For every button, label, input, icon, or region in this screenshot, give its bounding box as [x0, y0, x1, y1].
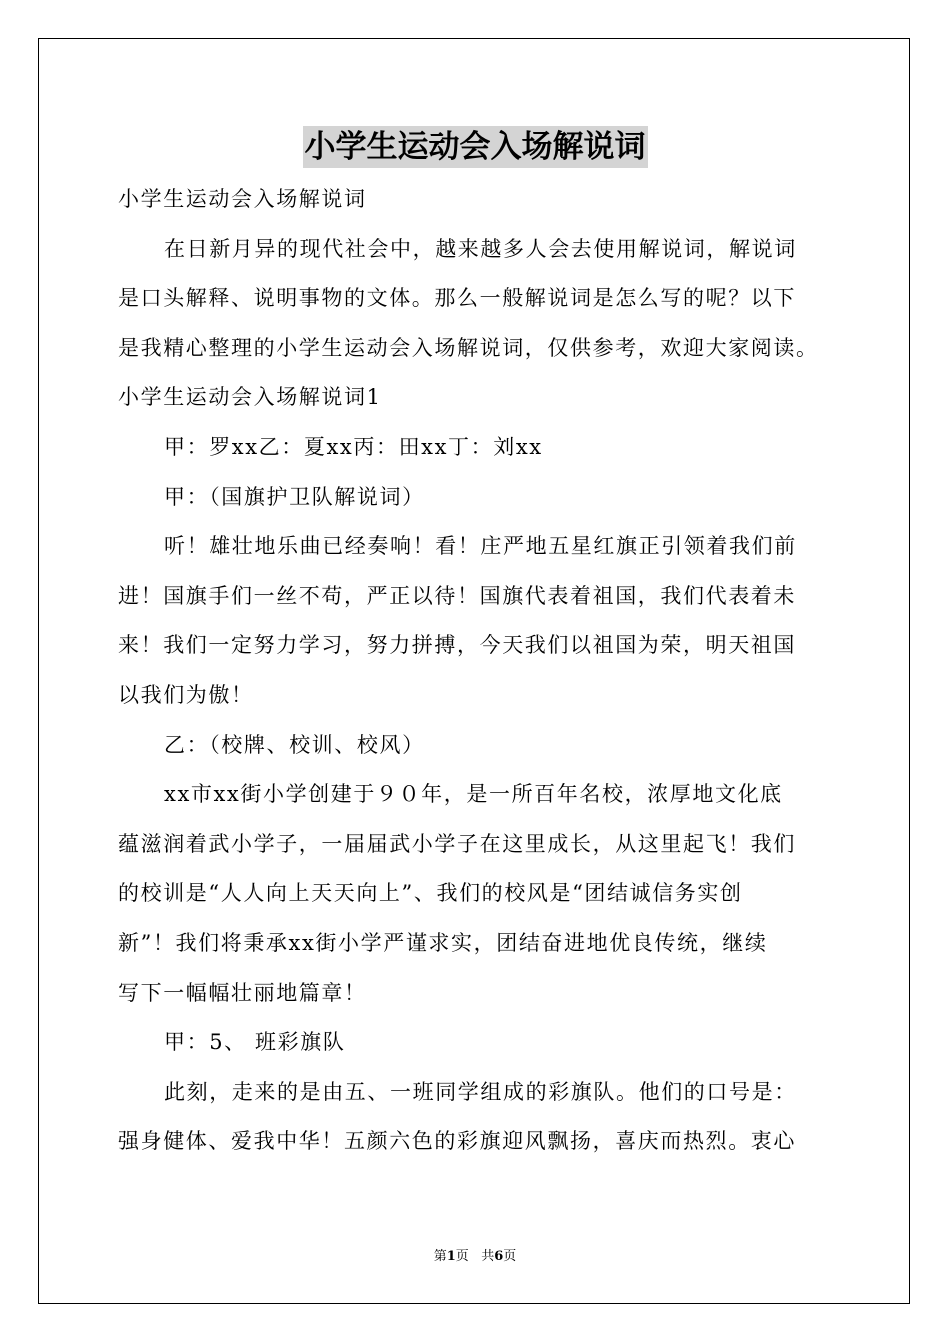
text-line: 是口头解释、说明事物的文体。那么一般解说词是怎么写的呢？以下 — [118, 286, 796, 311]
text-line: 甲：5、 班彩旗队 — [164, 1030, 346, 1055]
footer-total-suffix: 页 — [503, 1249, 517, 1264]
text-line: 来！我们一定努力学习，努力拼搏，今天我们以祖国为荣，明天祖国 — [118, 633, 796, 658]
text-line: 的校训是“人人向上天天向上”、我们的校风是“团结诚信务实创 — [118, 881, 743, 906]
text-line: 蕴滋润着武小学子，一届届武小学子在这里成长，从这里起飞！我们 — [118, 831, 796, 856]
document-title: 小学生运动会入场解说词 — [303, 126, 648, 168]
text-line: 乙：（校牌、校训、校风） — [164, 732, 425, 757]
footer-page-total: 6 — [494, 1249, 504, 1264]
title-container — [0, 126, 950, 168]
text-line: 小学生运动会入场解说词 — [118, 187, 367, 211]
document-body — [118, 175, 834, 1167]
text-line: 写下一幅幅壮丽地篇章！ — [118, 980, 367, 1005]
footer-page-suffix: 页 — [455, 1249, 469, 1264]
text-line: 以我们为傲！ — [118, 682, 254, 707]
footer-page-current: 1 — [446, 1249, 456, 1264]
footer-page-prefix: 第 — [433, 1249, 447, 1264]
text-line: 甲：罗xx乙：夏xx丙：田xx丁：刘xx — [164, 434, 543, 459]
text-line: 在日新月异的现代社会中，越来越多人会去使用解说词，解说词 — [164, 236, 797, 261]
text-line: 进！国旗手们一丝不苟，严正以待！国旗代表着祖国，我们代表着未 — [118, 583, 796, 608]
text-line: 强身健体、爱我中华！五颜六色的彩旗迎风飘扬，喜庆而热烈。衷心 — [118, 1129, 796, 1154]
text-line: 听！雄壮地乐曲已经奏响！看！庄严地五星红旗正引领着我们前 — [164, 534, 797, 559]
text-line: xx市xx街小学创建于９０年，是一所百年名校，浓厚地文化底 — [164, 782, 783, 807]
page-footer — [0, 1245, 950, 1264]
text-line: 甲：（国旗护卫队解说词） — [164, 484, 425, 509]
footer-total-prefix: 共 — [481, 1249, 495, 1264]
text-line: 小学生运动会入场解说词1 — [118, 385, 382, 410]
text-line: 新”！我们将秉承xx街小学严谨求实，团结奋进地优良传统，继续 — [118, 930, 768, 955]
text-line: 是我精心整理的小学生运动会入场解说词，仅供参考，欢迎大家阅读。 — [118, 335, 819, 360]
text-line: 此刻，走来的是由五、一班同学组成的彩旗队。他们的口号是： — [164, 1079, 797, 1104]
